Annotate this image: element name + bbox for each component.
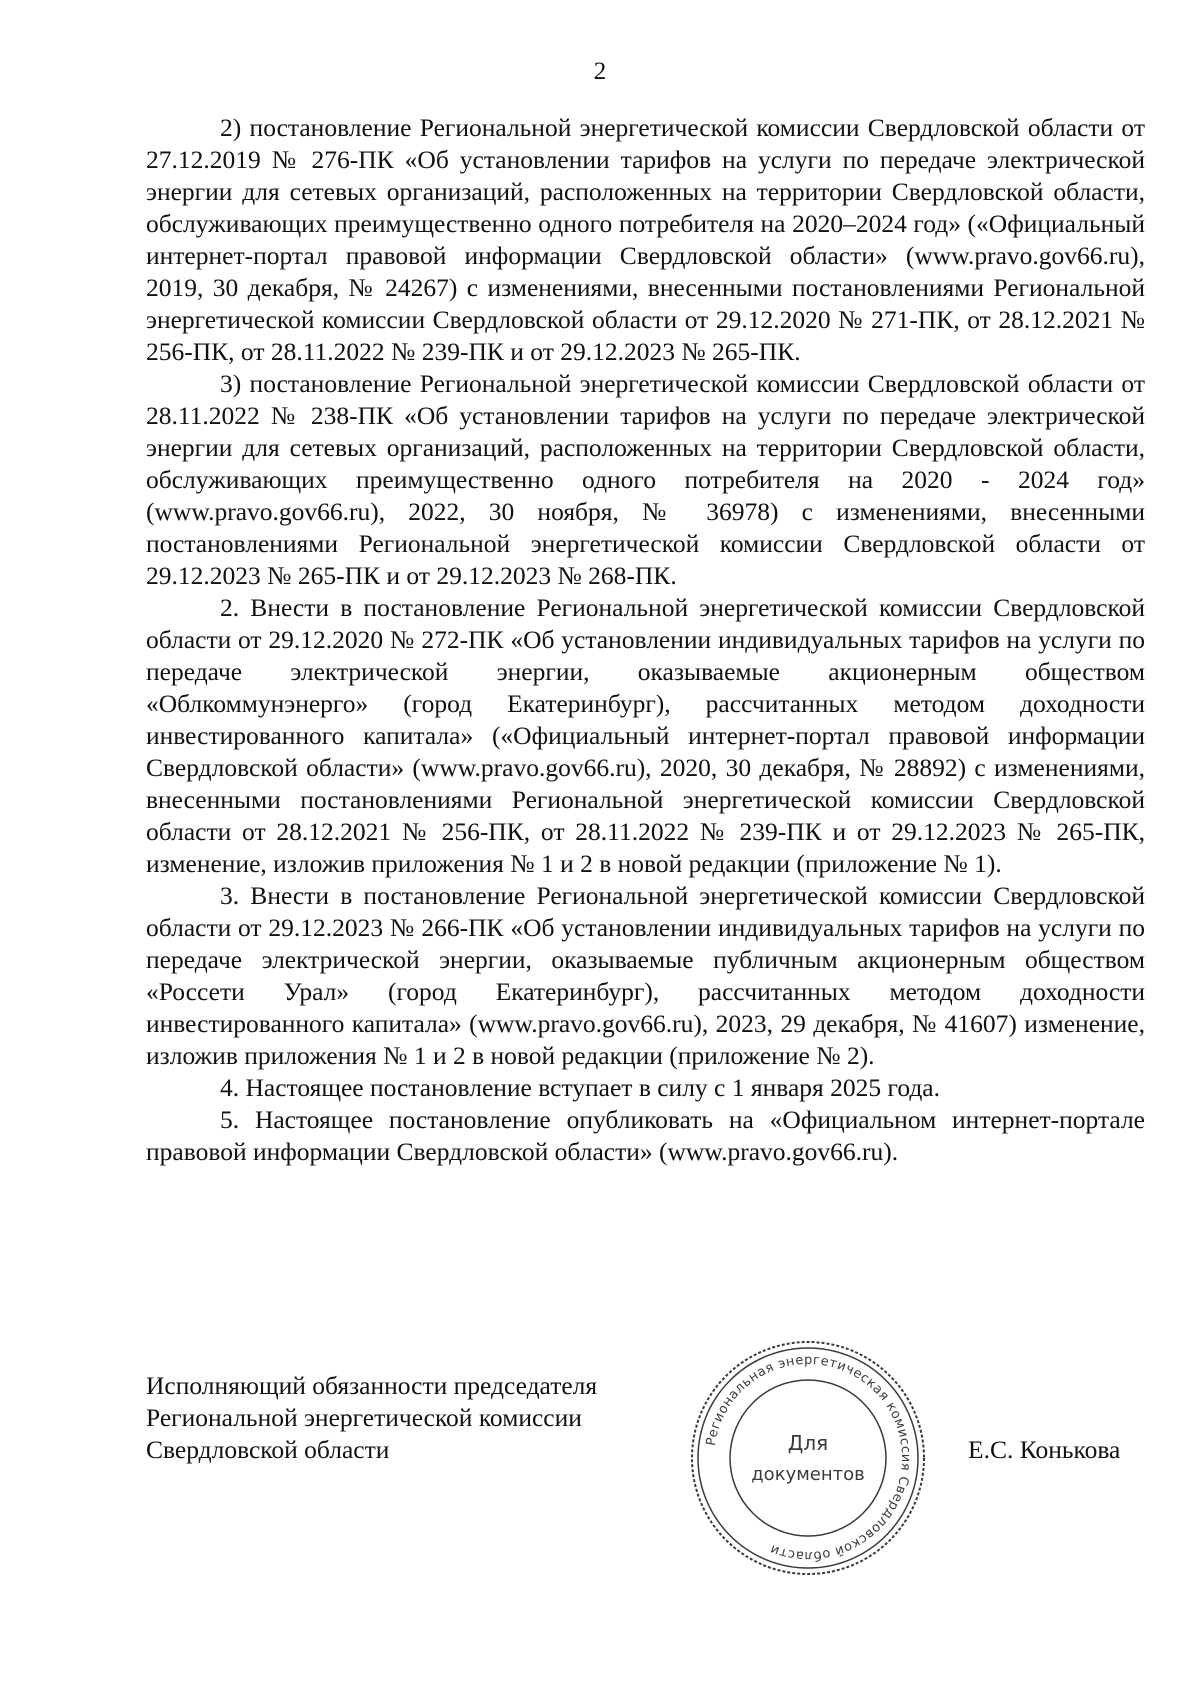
seal-inner-ring bbox=[730, 1380, 886, 1536]
page-number: 2 bbox=[593, 58, 607, 85]
paragraph-section-3: 3. Внести в постановление Региональной энергетической комиссии Свердловской области от 29.12.2023 № 266-ПК «Об установлении индивидуальных тарифов на услуги по передаче электрической энергии, оказываемые публичным акционерным обществом «Россети Урал» (город Екатеринбург), рассчитанных методом доходности инвестированного капитала» (www.pravo.gov66.ru), 2023, 29 декабря, № 41607) изменение, изложив приложения № 1 и 2 в новой редакции (приложение № 2). bbox=[146, 881, 1145, 1070]
paragraph-section-2: 2. Внести в постановление Региональной энергетической комиссии Свердловской области от 29.12.2020 № 272-ПК «Об установлении индивидуальных тарифов на услуги по передаче электрической энергии, оказываемые акционерным обществом «Облкоммунэнерго» (город Екатеринбург), рассчитанных методом доходности инвестированного капитала» («Официальный интернет-портал правовой информации Свердловской области» (www.pravo.gov66.ru), 2020, 30 декабря, № 28892) с изменениями, внесенными постановлениями Региональной энергетической комиссии Свердловской области от 28.12.2021 № 256-ПК, от 28.11.2022 № 239-ПК и от 29.12.2023 № 265-ПК, изменение, изложив приложения № 1 и 2 в новой редакции (приложение № 1). bbox=[146, 593, 1145, 878]
paragraph-section-5: 5. Настоящее постановление опубликовать на «Официальном интернет-портале правовой информации Свердловской области» (www.pravo.gov66.ru). bbox=[146, 1105, 1145, 1166]
signatory-position-line: Региональной энергетической комиссии bbox=[146, 1403, 582, 1432]
signatory-name: Е.С. Конькова bbox=[968, 1435, 1121, 1464]
official-seal-stamp bbox=[688, 1338, 928, 1578]
paragraph-section-4: 4. Настоящее постановление вступает в силу с 1 января 2025 года. bbox=[220, 1073, 941, 1102]
seal-center-text: документов bbox=[751, 1464, 865, 1485]
seal-ring-text: Региональная энергетическая комиссия Свердловской области bbox=[703, 1352, 914, 1564]
document-body bbox=[146, 112, 1145, 1168]
signatory-position bbox=[146, 1370, 597, 1466]
paragraph-item-3: 3) постановление Региональной энергетической комиссии Свердловской области от 28.11.2022 № 238-ПК «Об установлении тарифов на услуги по передаче электрической энергии для сетевых организаций, расположенных на территории Свердловской области, обслуживающих преимущественно одного потребителя на 2020 - 2024 год» (www.pravo.gov66.ru), 2022, 30 ноября, № 36978) с изменениями, внесенными постановлениями Региональной энергетической комиссии Свердловской области от 29.12.2023 № 265-ПК и от 29.12.2023 № 268-ПК. bbox=[146, 369, 1145, 590]
seal-center-text: Для bbox=[787, 1431, 829, 1455]
seal-outer-ring-inner bbox=[698, 1348, 918, 1568]
seal-outer-ring bbox=[692, 1342, 924, 1574]
signatory-position-line: Свердловской области bbox=[146, 1435, 390, 1464]
paragraph-item-2: 2) постановление Региональной энергетической комиссии Свердловской области от 27.12.2019 № 276-ПК «Об установлении тарифов на услуги по передаче электрической энергии для сетевых организаций, расположенных на территории Свердловской области, обслуживающих преимущественно одного потребителя на 2020–2024 год» («Официальный интернет-портал правовой информации Свердловской области» (www.pravo.gov66.ru), 2019, 30 декабря, № 24267) с изменениями, внесенными постановлениями Региональной энергетической комиссии Свердловской области от 29.12.2020 № 271-ПК, от 28.12.2021 № 256-ПК, от 28.11.2022 № 239-ПК и от 29.12.2023 № 265-ПК. bbox=[146, 113, 1145, 366]
signatory-position-line: Исполняющий обязанности председателя bbox=[146, 1371, 598, 1400]
